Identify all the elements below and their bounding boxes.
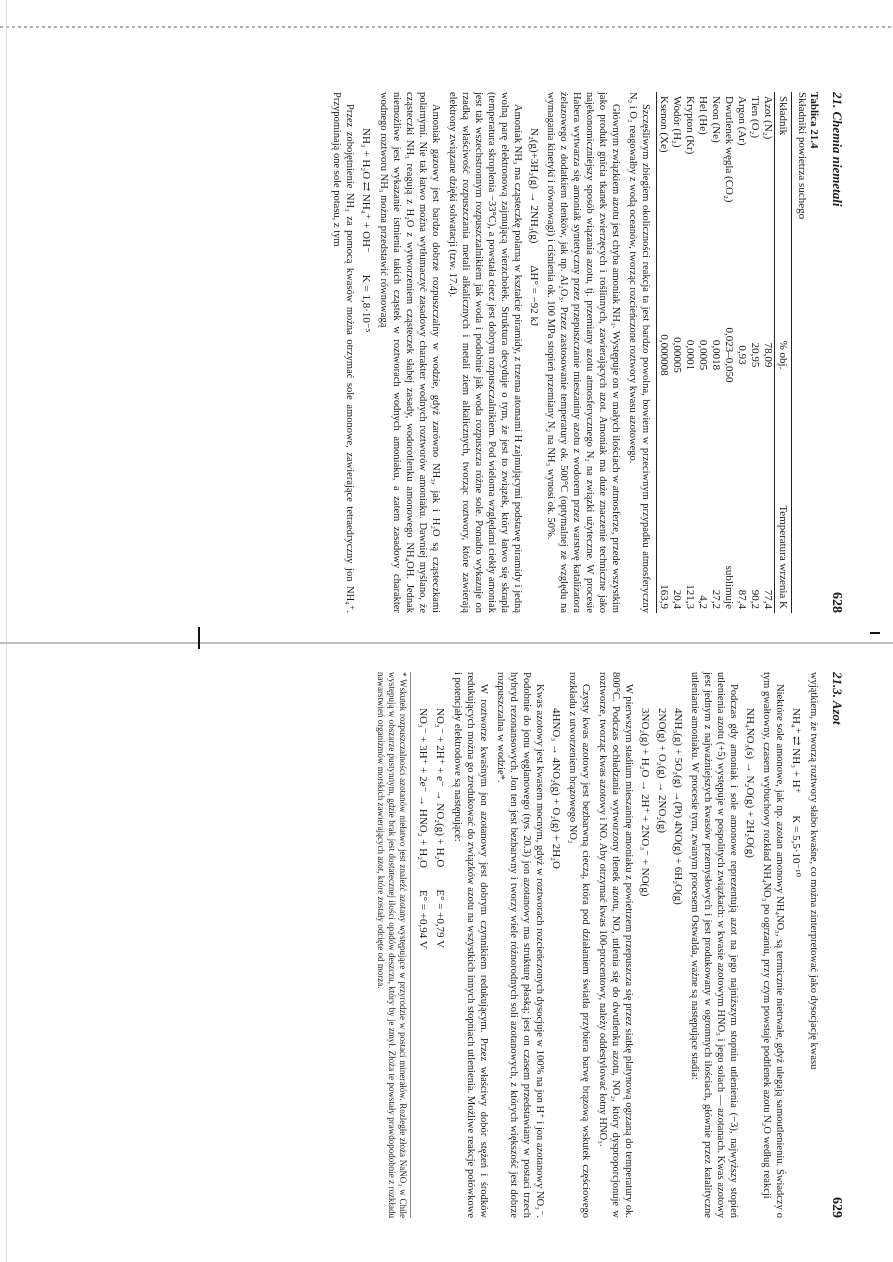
table-cell: 0,93 [736,345,748,365]
table-cell: 0,00005 [671,337,683,373]
table-cell: 87,4 [736,589,748,609]
equation: 4HNO₃ → 4NO₂(g) + O₂(g) + 2H₂O [550,708,562,869]
page-number: 629 [829,1197,844,1218]
footnote: * Wskutek rozpuszczalności azotanów niełatwo jest znaleźć azotany występujące w przyrodzie w postaci minerałów. Rozległe złoża NaNO₃ w Chile występują w obszarze pustynnym, gdzie brak jest dostatecznej ilości opadów deszczu, który by je zmył. Złoża te powstały prawdopodobnie z rozkładu nawarstwień organizmów morskich zawierających azot, które zostały odcięte od morza. [375,672,411,1218]
table-cell: Ksenon (Xe) [657,92,671,298]
page-header [828,92,845,613]
table-cell: Azot (N₂) [762,96,774,140]
table-cell: 77,4 [762,589,774,609]
air-components-table [656,92,792,613]
table-row [735,92,748,613]
table-cell: Tlen (O₂) [749,96,761,139]
table-row [709,92,722,613]
equation: NO₃⁻ + 3H⁺ + 2e⁻ → HNO₂ + H₂O E° = +0,94 V [417,708,429,949]
page-number: 628 [829,592,844,613]
table-caption-subtitle: Składniki powietrza suchego [796,92,808,220]
table-cell: 0,0018 [710,339,722,371]
page-header [828,672,845,1218]
table-cell: 78,09 [762,342,774,368]
page-628 [125,80,845,625]
paragraph: Kwas azotowy jest kwasem mocnym, gdyż w roztworach rozcieńczonych dysocjuje w 100% na jon H⁺ i jon azotanowy NO₃⁻. Podobnie do jonu węglanowego (tys. 20.3) jon azotanowy ma strukturę płaską; jest on czasem przedstawiany w postaci trzech hybryd rezonansowych. Jon ten jest bezbarwny i tworzy wiele różnorodnych soli azotanowych, z których większość jest dobrze rozpuszczalna w wodzie*. [495,672,545,1218]
table-cell: Dwutlenek węgla (CO₂) [723,96,735,203]
equation: NH₃ + H₂O ⇄ NH₄⁺ + OH⁻ K = 1,8·10⁻⁵ [360,128,372,333]
page-header-title: 21. Chemia niemetali [830,92,845,207]
table-cell: Krypton (Kr) [684,96,696,155]
air-components-table-block [656,92,820,613]
table-row [761,92,775,613]
table-caption-title: Tablica 21.4 [808,92,820,149]
equation: 2NO(g) + O₂(g) → 2NO₂(g) [656,708,668,834]
table-header-cell: Składnik [775,92,792,298]
table-cell: 4,2 [697,595,709,609]
table-header-cell: Temperatura wrzenia K [775,412,792,613]
scan-edge-left [6,0,7,1262]
table-cell: 27,2 [710,589,722,609]
equation: NH₄⁺ ⇄ NH₃ + H⁺ K = 5,5·10⁻¹⁰ [790,708,802,877]
table-row [722,92,735,613]
paragraph: Głównym związkiem azotu jest chyba amoniak NH₃. Występuje on w małych ilościach w atmosferze, przede wszystkim jako produkt gnicia tkanek zwierzęcych i roślinnych, zawierających azot. Amoniak ma duże znaczenie techniczne jako najekonomiczniejszy sposób wiązania azotu, tj. przemiany azotu atmosferycznego N₂ na związki użyteczne. W procesie Habera wytwarza się amoniak syntetyczny przez przepuszczanie mieszaniny azotu z wodorem przez warstwę katalizatora żelazowego z dodatkiem tlenków, jak np. Al₂O₃. Przez zastosowanie temperatury ok. 500°C (optymalnej ze względu na wymagania kinetyki i równowagi) i ciśnienia ok. 100 MPa stopień przemiany N₂ na NH₃ wynosi ok. 50%. [545,92,621,613]
table-cell: Neon (Ne) [710,96,722,143]
paragraph: Przez zobojętnienie NH₃ za pomocą kwasów można otrzymać sole amonowe, zawierające tetraedryczny jon NH₄⁺. Przypominają one sole potasu, z tym [331,92,355,613]
table-cell: sublimuje [723,565,735,609]
equation: 3NO₂(g) + H₂O → 2H⁺ + 2NO₃⁻ + NO(g) [639,708,651,897]
page-fold [0,642,893,644]
paragraph: Niektóre sole amonowe, jak np. azotan amonowy NH₄NO₃, są termicznie nietrwałe, gdyż ulegają samoutlenieniu. Świadczy o tym gwałtowny, czasem wybuchowy rozkład NH₄NO₃ po ogrzaniu, przy czym powstaje podtlenek azotu N₂O według reakcji [761,672,785,1218]
scan-edge-top [0,26,893,28]
table-row [683,92,696,613]
equation: N₂(g)+3H₂(g) → 2NH₃(g) ΔH° = −92 kJ [528,128,540,327]
equation: 4NH₃(g) + 5O₂(g) →(Pt) 4NO(g) + 6H₂O(g) [672,708,684,905]
paragraph: W roztworze kwaśnym jon azotanowy jest dobrym czynnikiem redukującym. Przez właściwy dobór stężeń i środków redukujących można go zredukować do związków azotu na wszystkich innych stopniach utlenienia. Możliwe reakcje połówkowe i potencjały elektrodowe są następujące: [452,672,489,1218]
paragraph: wyjątkiem, że tworzą roztwory słabo kwaśne, co można zinterpretować jako dysocjację kwasu [808,672,819,1070]
table-cell: 0,0005 [697,339,709,371]
page-629 [125,660,845,1230]
fold-mark-right [870,632,880,634]
table-header-cell: % obj. [775,298,792,412]
table-row [748,92,761,613]
table-cell: Argon (Ar) [736,96,748,146]
table-cell: 20,4 [671,589,683,609]
paragraph: Czysty kwas azotowy jest bezbarwną cieczą, która pod działaniem światła przybiera barwę brązową wskutek częściowego rozkładu z utworzeniem brązowego NO₂ [567,672,591,1218]
equation: NH₄NO₃(s) → N₂O(g) + 2H₂O(g) [744,708,756,858]
table-cell: Wodór (H₂) [671,96,683,148]
table-cell: Hel (He) [697,96,709,135]
table-cell: 90,2 [749,589,761,609]
fold-mark-left [198,627,200,649]
paragraph: Szczęśliwym zbiegiem okoliczności reakcja ta jest bardzo powolna, bowiem w przeciwnym przypadku atmosferyczny N₂ i O₂ reagowałby z wodą oceanów, tworząc rozcieńczone roztwory kwasu azotowego. [627,92,651,613]
table-row [696,92,709,613]
table-row [670,92,683,613]
table-cell: 163,9 [657,412,671,613]
page-header-title: 21.3. Azot [830,672,845,725]
equation: NO₃⁻ + 2H⁺ + e⁻ → NO₂(g) + H₂O E° = +0,79 V [434,708,446,949]
table-cell: 0,023–0,050 [723,327,735,383]
paragraph: W pierwszym stadium mieszaninę amoniaku z powietrzem przepuszcza się przez siatkę platynową ogrzaną do temperatury ok. 800°C. Podczas ochładzania wytworzony tlenek azotu, NO, utlenia się do dwutlenku azotu, NO₂, który dysproporcjonuje w roztworze, tworząc kwas azotowy i NO. Aby otrzymać kwas 100-procentowy, należy oddestylować łotny HNO₃. [597,672,634,1218]
paragraph: Amoniak gazowy jest bardzo dobrze rozpuszczalny w wodzie, gdyż zarówno NH₃, jak i H₂O są cząsteczkami polarnymi. Nie tak łatwo można wytłumaczyć zasadowy charakter wodnych roztworów amoniaku. Dawniej myślano, że cząsteczki NH₃ reagują z H₂O z wytworzeniem cząsteczek słabej zasady, wodorotlenku amonowego NH₄OH. Jednak niemożliwe jest wykazanie istnienia takich cząstek w roztworach wodnych amoniaku, a zatem zasadowy charakter wodnego roztworu NH₃ można przedstawić równowagą [378,92,441,613]
paragraph: Amoniak NH₃ ma cząsteczkę polarną w kształcie piramidy, z trzema atomami H zajmującymi podstawę piramidy i jedną wolną parę elektronową zajmującą wierzchołek. Struktura decyduje o tym, że jest to związek, który łatwo się skrapla (temperatura skroplenia −33°C), a powstała ciecz jest dobrym rozpuszczalnikiem. Pod wieloma względami ciekły amoniak jest tak wszechstronnym rozpuszczalnikiem jak woda i podobnie jak woda rozpuszcza różne sole. Ponadto wykazuje on rzadką właściwość rozpuszczania metali alkalicznych i metali ziem alkalicznych, tworząc roztwory, które zawierają elektrony związane dzięki solwatacji (tzw. 17.4). [447,92,523,613]
table-cell: 121,3 [684,584,696,609]
table-cell: 20,95 [749,342,761,368]
table-header-row [775,92,792,613]
paragraph: Podczas gdy amoniak i sole amonowe reprezentują azot na jego najniższym stopniu utlenienia (−3), najwyższy stopień utlenienia azotu (+5) występuje w pospolitych związkach: w kwasie azotowym HNO₃ i jego solach — azotanach. Kwas azotowy jest jednym z najważniejszych kwasów przemysłowych i jest produkowany w ogromnych ilościach, głównie przez katalityczne utlenianie amoniaku. W procesie tym, zwanym procesem Ostwalda, ważne są następujące stadia: [689,672,739,1218]
table-cell: 0,000008 [657,298,671,412]
table-row [657,92,671,613]
table-cell: 0,0001 [684,339,696,371]
